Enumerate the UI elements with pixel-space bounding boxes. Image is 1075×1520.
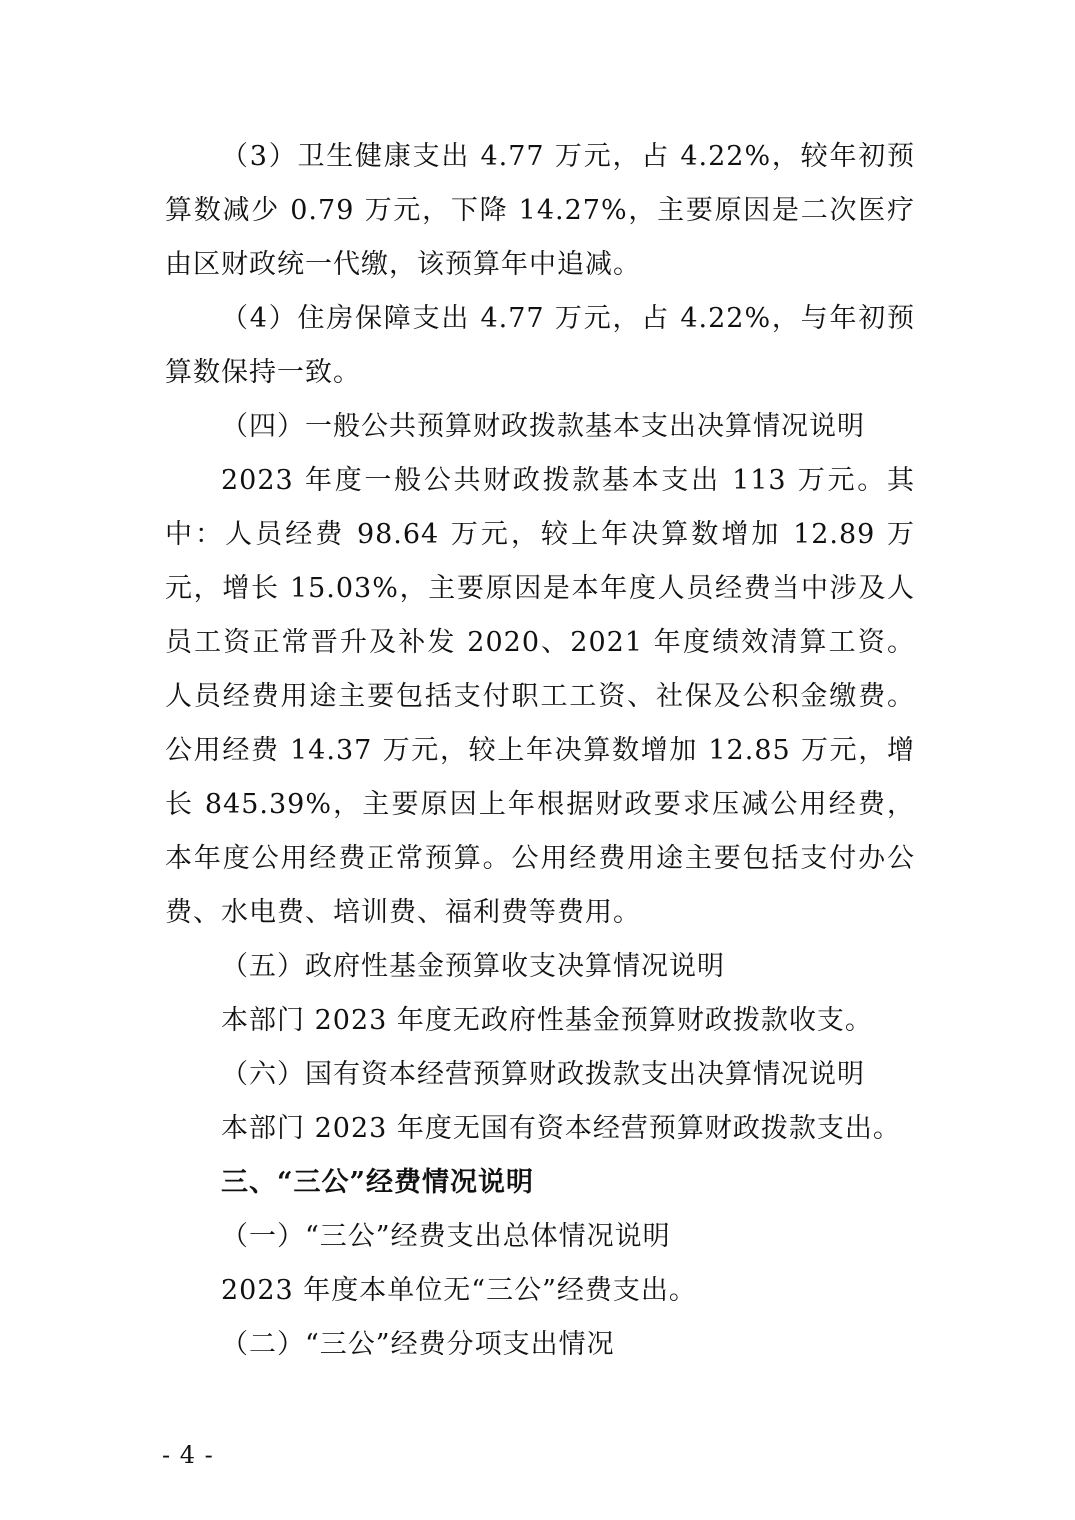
paragraph-three-public-overall: 2023 年度本单位无“三公”经费支出。 bbox=[221, 1275, 697, 1306]
paragraph-housing-expenditure: （4）住房保障支出 4.77 万元，占 4.22%，与年初预算数保持一致。 bbox=[165, 303, 915, 388]
section-heading-government-fund: （五）政府性基金预算收支决算情况说明 bbox=[221, 951, 725, 982]
document-body bbox=[165, 130, 915, 1372]
section-heading-basic-expenditure: （四）一般公共预算财政拨款基本支出决算情况说明 bbox=[221, 411, 865, 442]
chapter-heading-three-public: 三、“三公”经费情况说明 bbox=[221, 1167, 535, 1198]
section-heading-three-public-items: （二）“三公”经费分项支出情况 bbox=[221, 1329, 615, 1360]
section-heading-state-capital: （六）国有资本经营预算财政拨款支出决算情况说明 bbox=[221, 1059, 865, 1090]
section-heading-three-public-overall: （一）“三公”经费支出总体情况说明 bbox=[221, 1221, 671, 1252]
paragraph-basic-expenditure: 2023 年度一般公共财政拨款基本支出 113 万元。其中：人员经费 98.64 万元，较上年决算数增加 12.89 万元，增长 15.03%，主要原因是本年度人员经费当中涉及人员工资正常晋升及补发 2020、2021 年度绩效清算工资。人员经费用途主要包括支付职工工资、社保及公积金缴费。公用经费 14.37 万元，较上年决算数增加 12.85 万元，增长 845.39%，主要原因上年根据财政要求压减公用经费，本年度公用经费正常预算。公用经费用途主要包括支付办公费、水电费、培训费、福利费等费用。 bbox=[165, 465, 915, 928]
page-number: - 4 - bbox=[162, 1441, 214, 1469]
paragraph-government-fund: 本部门 2023 年度无政府性基金预算财政拨款收支。 bbox=[221, 1005, 873, 1036]
paragraph-state-capital: 本部门 2023 年度无国有资本经营预算财政拨款支出。 bbox=[221, 1113, 901, 1144]
paragraph-health-expenditure: （3）卫生健康支出 4.77 万元，占 4.22%，较年初预算数减少 0.79 万元，下降 14.27%，主要原因是二次医疗由区财政统一代缴，该预算年中追减。 bbox=[165, 141, 915, 280]
